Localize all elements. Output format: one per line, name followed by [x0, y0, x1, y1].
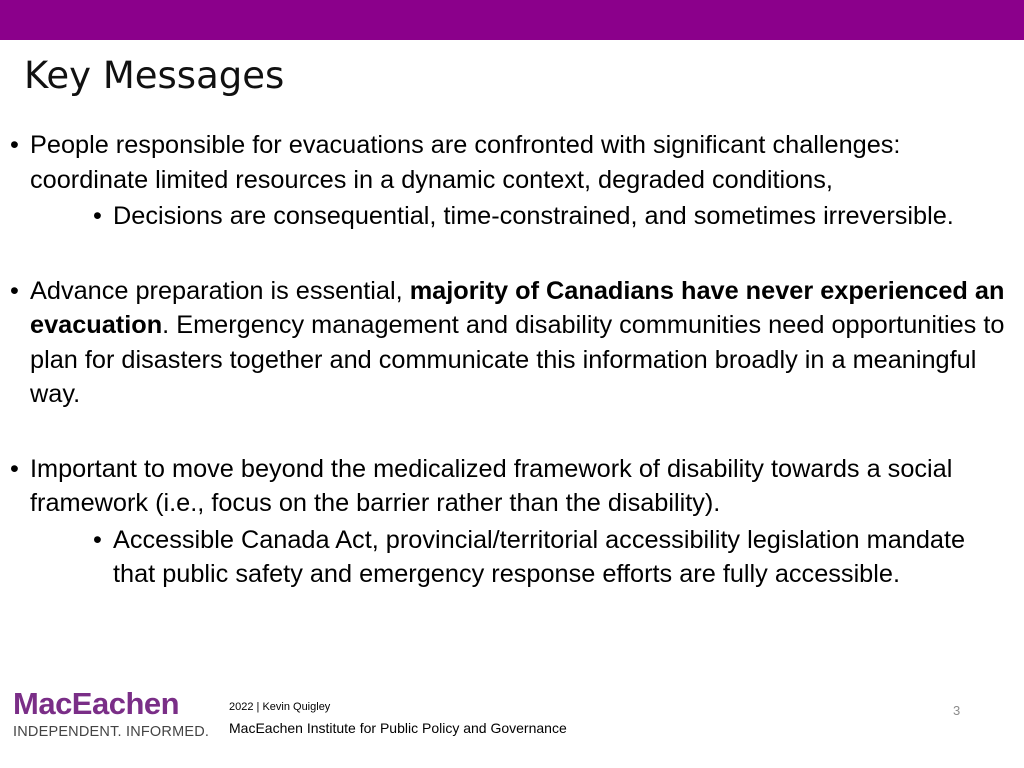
bullet-dot: •: [10, 131, 19, 159]
maceachen-logo: [13, 688, 209, 740]
bullet-1-sub-text: Decisions are consequential, time-constrained, and sometimes irreversible.: [113, 202, 954, 230]
bullet-dot: •: [10, 276, 19, 305]
slide-title: Key Messages: [24, 54, 285, 97]
bullet-3-sub-text: Accessible Canada Act, provincial/territorial accessibility legislation mandate that public safety and emergency response efforts are fully accessible.: [113, 525, 966, 588]
bullet-1-text: People responsible for evacuations are confronted with significant challenges: coordinate limited resources in a dynamic context, degraded conditions,: [30, 131, 901, 194]
bullet-3-text: Important to move beyond the medicalized framework of disability towards a social framework (i.e., focus on the barrier rather than the disability).: [30, 454, 953, 517]
bullet-dot: •: [10, 454, 19, 483]
bullet-3: [10, 452, 1020, 521]
logo-wordmark: MacEachen: [13, 686, 180, 721]
logo-tagline: INDEPENDENT. INFORMED.: [13, 724, 210, 740]
bullet-dot: •: [93, 525, 102, 554]
bullet-1: [10, 128, 1020, 197]
bullet-2-text-bold: majority of Canadians have never experienced an evacuation: [30, 276, 1005, 339]
bullet-2: [10, 274, 1020, 412]
bullet-3-sub: [93, 523, 1013, 592]
bullet-dot: •: [93, 202, 102, 230]
header-bar: [0, 0, 1024, 40]
bullet-2-text-post: . Emergency management and disability communities need opportunities to plan for disasters together and communicate this information broadly in a meaningful way.: [30, 311, 1005, 408]
bullet-1-sub: [93, 199, 1013, 234]
bullet-2-text-pre: Advance preparation is essential,: [30, 276, 410, 305]
footer-institute: MacEachen Institute for Public Policy and Governance: [229, 720, 567, 736]
page-number: 3: [953, 703, 961, 718]
footer-year-author: 2022 | Kevin Quigley: [229, 701, 331, 713]
slide-content: [0, 128, 1024, 592]
